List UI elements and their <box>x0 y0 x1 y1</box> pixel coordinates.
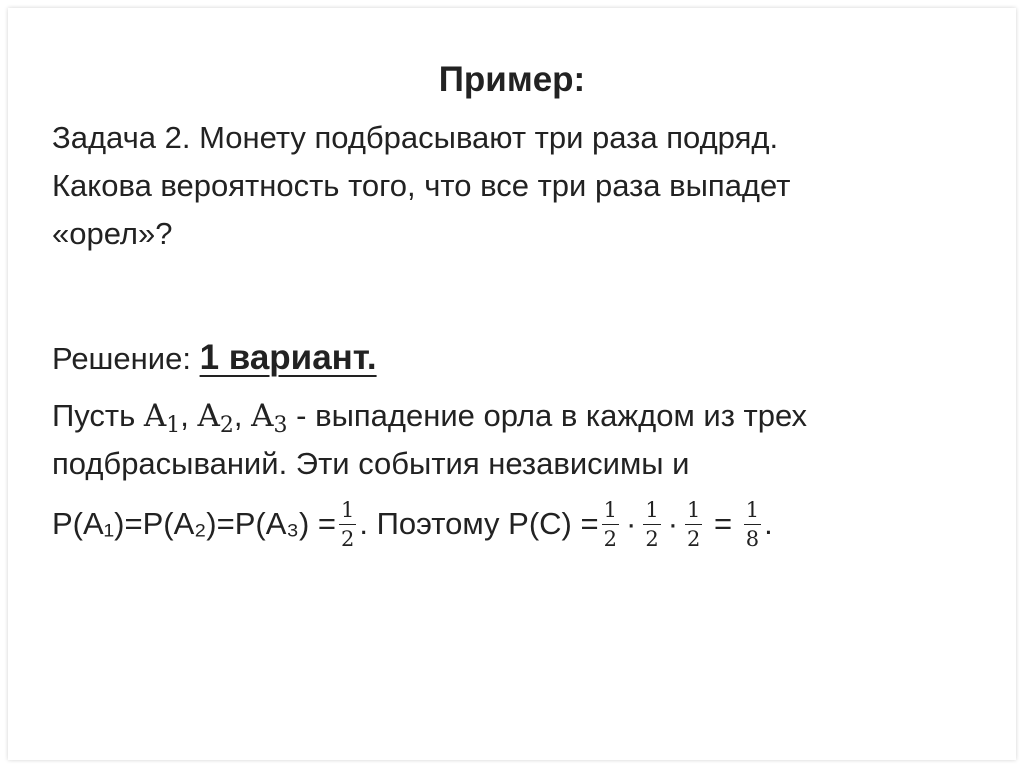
fraction-one-half: $\frac{1}{2}$ <box>603 497 617 551</box>
event-a3: $A_3$ <box>251 398 288 438</box>
multiply-dot: · <box>625 506 637 541</box>
solution-line-1: Пусть $A_1$, $A_2$, $A_3$ - выпадение орла в каждом из трех <box>52 398 808 438</box>
variant-label: 1 вариант. <box>199 338 377 377</box>
solution-header <box>52 334 377 383</box>
solution-label: Решение: <box>52 341 191 376</box>
multiply-dot: · <box>667 506 679 541</box>
formula-end: . <box>764 506 773 541</box>
equals-sign: = <box>705 506 741 541</box>
fraction-one-half: $\frac{1}{2}$ <box>687 497 701 551</box>
event-a1: $A_1$ <box>143 398 181 438</box>
task-line-1: Задача 2. Монету подбрасывают три раза подряд. <box>52 120 779 155</box>
fraction-one-half: $\frac{1}{2}$ <box>341 497 355 551</box>
slide <box>8 8 1016 760</box>
task-line-3: «орел»? <box>52 216 173 251</box>
task-text <box>52 114 972 258</box>
solution-line-2: подбрасываний. Эти события независимы и <box>52 446 690 481</box>
formula-middle: . Поэтому P(C) = <box>359 506 599 541</box>
fraction-one-half: $\frac{1}{2}$ <box>645 497 659 551</box>
slide-title: Пример: <box>438 60 586 99</box>
line1-prefix: Пусть <box>52 398 144 433</box>
task-line-2: Какова вероятность того, что все три раза выпадет <box>52 168 791 203</box>
line1-suffix: - выпадение орла в каждом из трех <box>287 398 808 433</box>
fraction-one-eighth: $\frac{1}{8}$ <box>745 497 760 551</box>
event-a2: $A_2$ <box>197 398 234 438</box>
formula-prefix: P(A₁)=P(A₂)=P(A₃) = <box>52 506 337 541</box>
probability-formula <box>52 494 773 554</box>
solution-text <box>52 392 807 488</box>
